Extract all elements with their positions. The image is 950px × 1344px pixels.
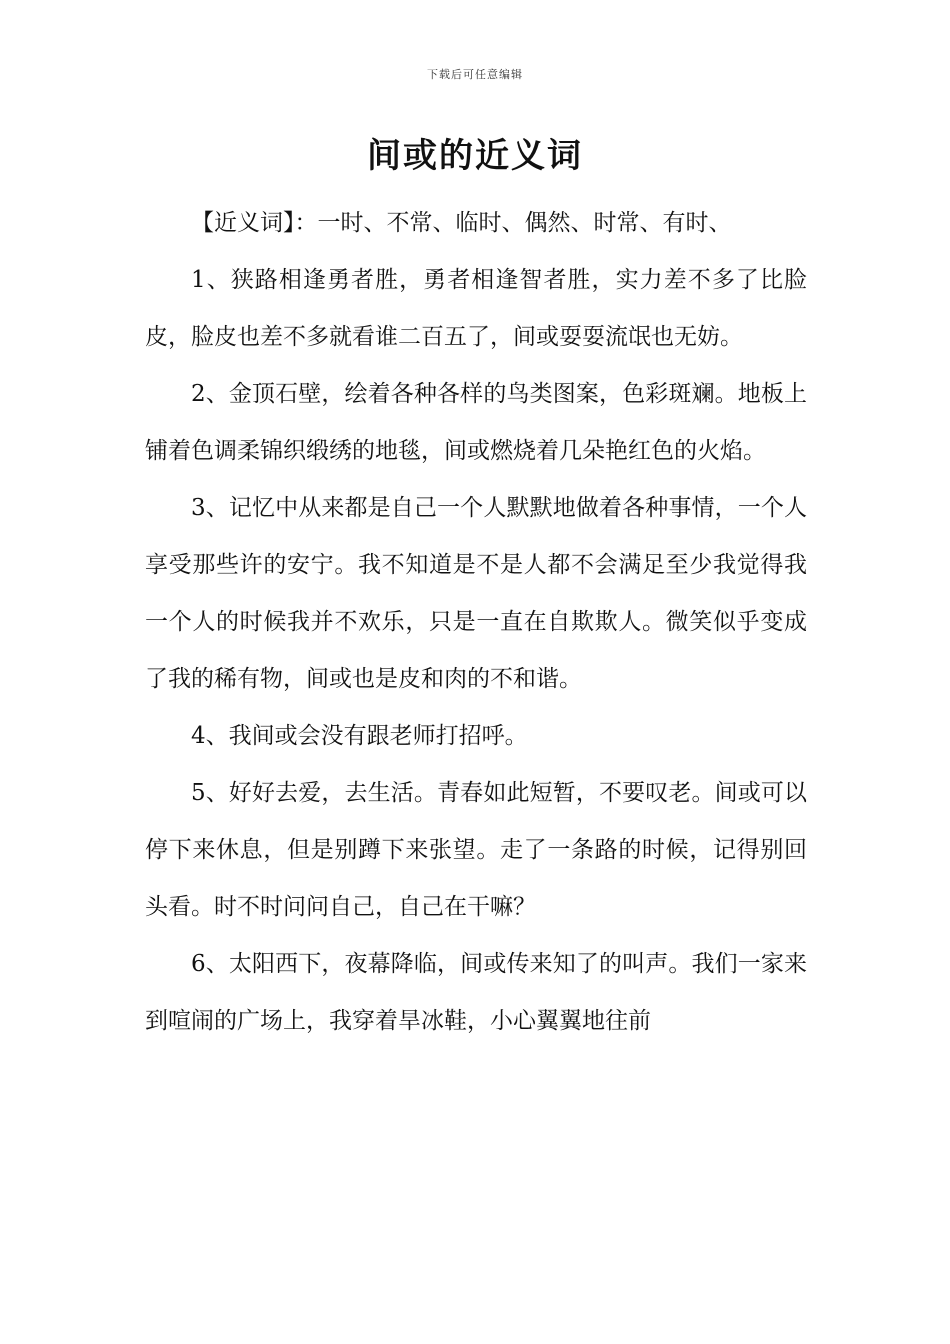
document-title: 间或的近义词 xyxy=(367,136,583,176)
example-paragraph-3: 3、记忆中从来都是自己一个人默默地做着各种事情，一个人享受那些许的安宁。我不知道是不是人都不会满足至少我觉得我一个人的时候我并不欢乐，只是一直在自欺欺人。微笑似乎变成了我的稀有物，间或也是皮和肉的不和谐。 xyxy=(145,495,807,692)
example-paragraph-2: 2、金顶石壁，绘着各种各样的鸟类图案，色彩斑斓。地板上铺着色调柔锦织缎绣的地毯，间或燃烧着几朵艳红色的火焰。 xyxy=(145,381,807,464)
document-body xyxy=(145,195,807,1050)
example-paragraph-5: 5、好好去爱，去生活。青春如此短暂，不要叹老。间或可以停下来休息，但是别蹲下来张望。走了一条路的时候，记得别回头看。时不时问问自己，自己在干嘛？ xyxy=(145,780,807,920)
example-paragraph-4: 4、我间或会没有跟老师打招呼。 xyxy=(191,723,528,749)
synonyms-paragraph: 【近义词】：一时、不常、临时、偶然、时常、有时、 xyxy=(191,210,732,236)
example-paragraph-6: 6、太阳西下，夜幕降临，间或传来知了的叫声。我们一家来到喧闹的广场上，我穿着旱冰鞋，小心翼翼地往前 xyxy=(145,951,807,1034)
example-paragraph-1: 1、狭路相逢勇者胜，勇者相逢智者胜，实力差不多了比脸皮，脸皮也差不多就看谁二百五了，间或耍耍流氓也无妨。 xyxy=(145,267,807,350)
header-note: 下载后可任意编辑 xyxy=(427,68,523,81)
